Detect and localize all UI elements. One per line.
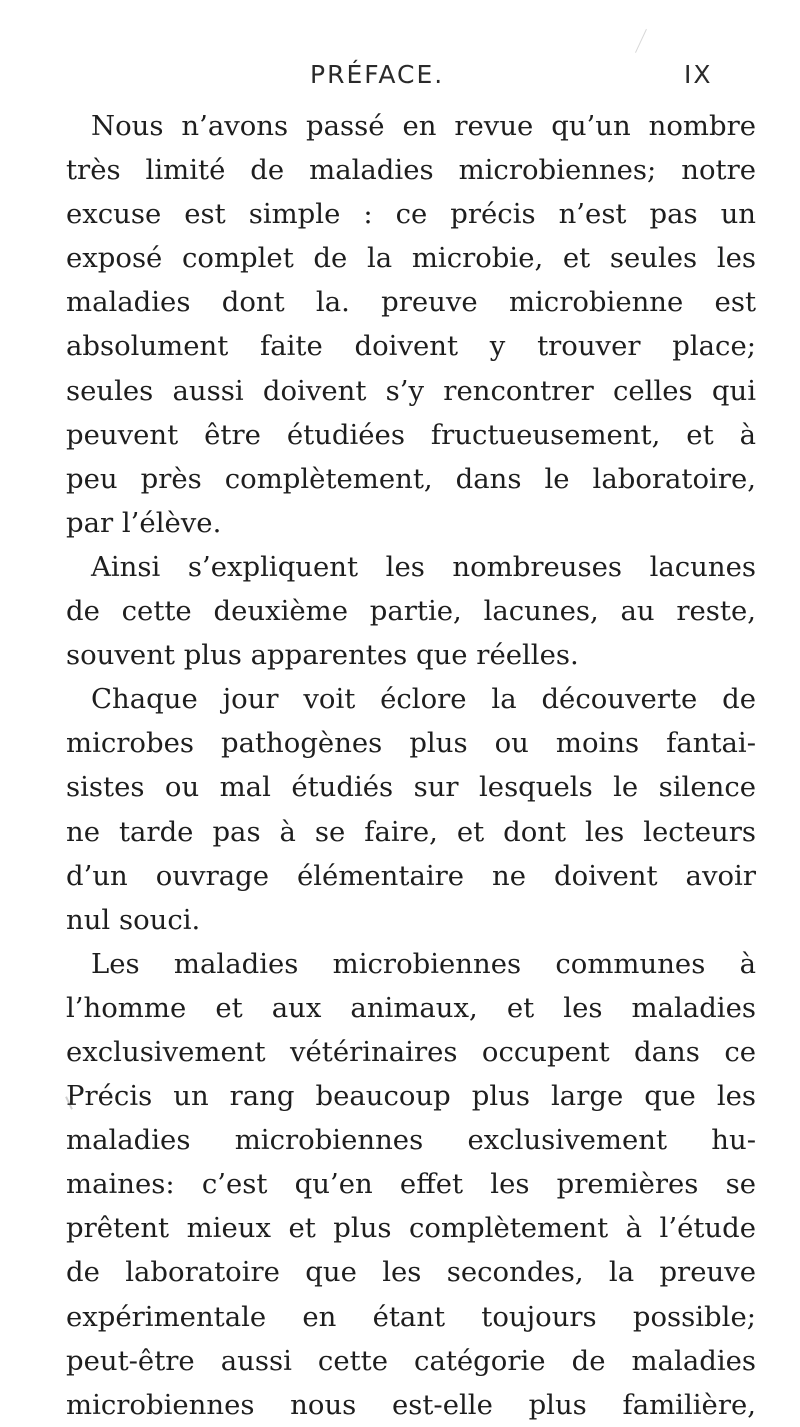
text-line: expérimentale en étant toujours possible; — [66, 1300, 756, 1333]
text-line: absolument faite doivent y trouver place; — [66, 330, 756, 363]
text-line: nul souci. — [66, 903, 201, 936]
text-line: exclusivement vétérinaires occupent dans ce — [66, 1035, 756, 1068]
text-line: microbes pathogènes plus ou moins fantai- — [66, 727, 756, 760]
text-line: peuvent être étudiées fructueusement, et à — [66, 418, 756, 451]
text-line: l’homme et aux animaux, et les maladies — [66, 991, 756, 1024]
text-line: exposé complet de la microbie, et seules les — [66, 242, 756, 275]
text-line: Chaque jour voit éclore la découverte de — [91, 683, 756, 716]
text-line: prêtent mieux et plus complètement à l’étude — [66, 1212, 756, 1245]
text-line: microbiennes nous est-elle plus familière, — [66, 1388, 756, 1421]
page-number: IX — [684, 60, 713, 89]
text-line: très limité de maladies microbiennes; notre — [66, 154, 756, 187]
running-head — [0, 60, 800, 94]
text-line: excuse est simple : ce précis n’est pas un — [66, 198, 756, 231]
text-line: souvent plus apparentes que réelles. — [66, 639, 579, 672]
running-title: PRÉFACE. — [310, 60, 445, 89]
text-line: seules aussi doivent s’y rencontrer celles qui — [66, 374, 756, 407]
text-line: ne tarde pas à se faire, et dont les lecteurs — [66, 815, 756, 848]
text-line: Ainsi s’expliquent les nombreuses lacunes — [91, 550, 756, 583]
text-line: peu près complètement, dans le laboratoire, — [66, 462, 756, 495]
text-line: de cette deuxième partie, lacunes, au reste, — [66, 595, 756, 628]
text-line: sistes ou mal étudiés sur lesquels le silence — [66, 771, 756, 804]
text-line: maladies dont la. preuve microbienne est — [66, 286, 756, 319]
text-line: Précis un rang beaucoup plus large que les — [66, 1080, 756, 1113]
stray-pencil-mark — [635, 29, 656, 57]
text-line: Les maladies microbiennes communes à — [91, 947, 756, 980]
text-line: maladies microbiennes exclusivement hu- — [66, 1124, 756, 1157]
text-line: maines: c’est qu’en effet les premières se — [66, 1168, 756, 1201]
text-line: de laboratoire que les secondes, la preuve — [66, 1256, 756, 1289]
text-line: d’un ouvrage élémentaire ne doivent avoir — [66, 859, 756, 892]
text-line: par l’élève. — [66, 506, 222, 539]
preface-body — [66, 104, 756, 1427]
text-line: peut-être aussi cette catégorie de maladies — [66, 1344, 756, 1377]
text-line: Nous n’avons passé en revue qu’un nombre — [91, 110, 756, 142]
